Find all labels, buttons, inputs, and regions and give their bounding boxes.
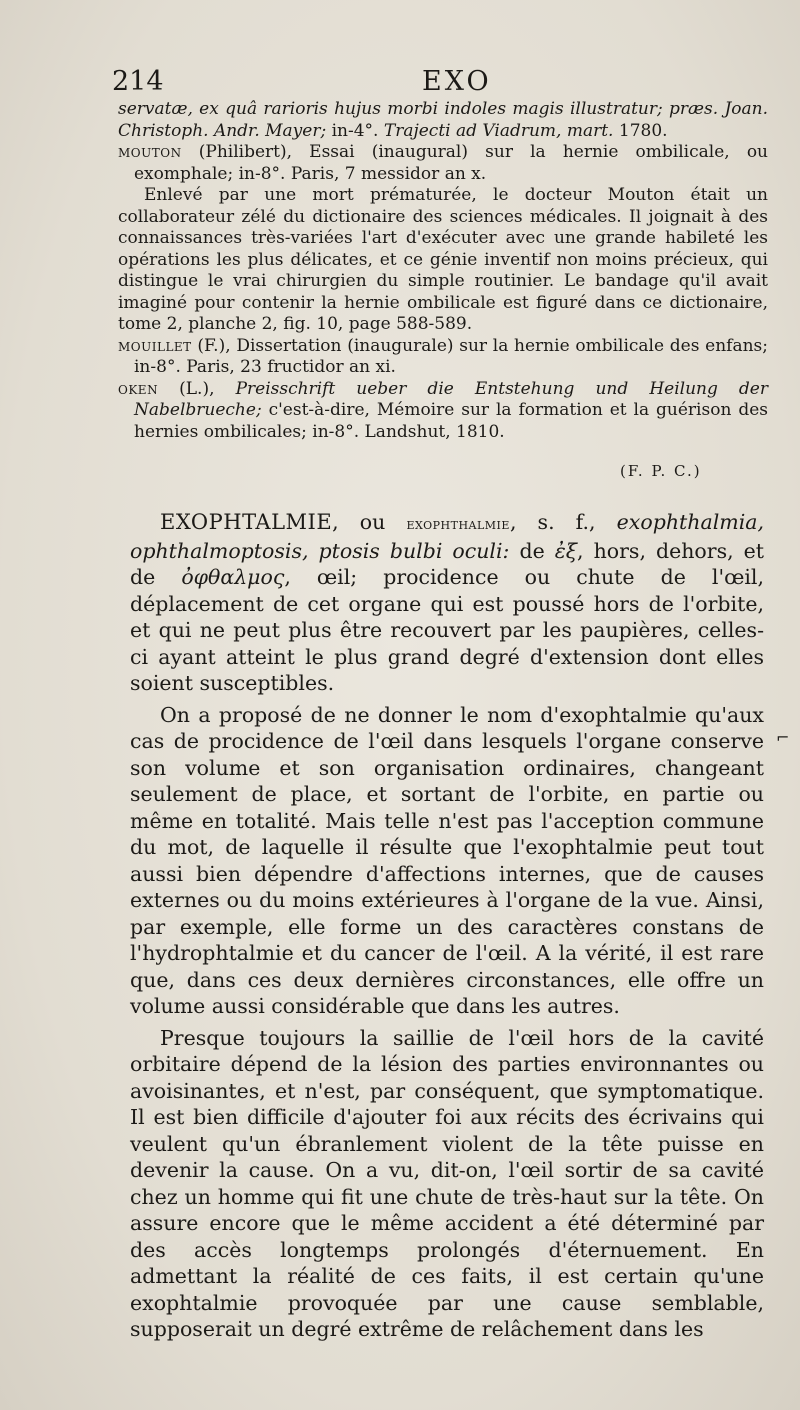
reference-mouton-note: Enlevé par une mort prématurée, le docteur Mouton était un collaborateur zélé du dictionaire des sciences médicales. Il joignait à des connaissances très-variées l'art d'exécuter avec une grande habileté les opérations les plus délicates, et ce génie inventif non moins précieux, qui distingue le vrai chirurgien du simple routinier. Le bandage qu'il avait imaginé pour contenir la hernie ombilicale est figuré dans ce dictionaire, tome 2, planche 2, fig. 10, page 588-589.: [118, 185, 768, 334]
page-number: 214: [112, 66, 164, 97]
reference-oken: oken (L.), Preisschrift ueber die Entstehung und Heilung der Nabelbrueche; c'est-à-dire, Mémoire sur la formation et la guérison des hernies ombilicales; in-8°. Landshut, 1810.: [118, 378, 768, 442]
article-exophtalmie: [130, 509, 764, 1348]
reference-mouillet: mouillet (F.), Dissertation (inaugurale) sur la hernie ombilicale des enfans; in-8°. Paris, 23 fructidor an xi.: [118, 335, 768, 377]
article-paragraph-2: On a proposé de ne donner le nom d'exophtalmie qu'aux cas de procidence de l'œil dans lesquels l'organe conserve son volume et son organisation ordinaires, changeant seulement de place, et sortant de l'orbite, en partie ou même en totalité. Mais telle n'est pas l'acception commune du mot, de laquelle il résulte que l'exophtalmie peut tout aussi bien dépendre d'affections internes, que de causes externes ou du moins extérieures à l'organe de la vue. Ainsi, par exemple, elle forme un des caractères constans de l'hydrophtalmie et du cancer de l'œil. A la vérité, il est rare que, dans ces deux dernières circonstances, elle offre un volume aussi considérable que dans les autres.: [130, 702, 764, 1018]
author-signature: (F. P. C.): [620, 462, 702, 480]
article-paragraph-3: Presque toujours la saillie de l'œil hors de la cavité orbitaire dépend de la lésion des parties environnantes ou avoisinantes, et n'est, par conséquent, que symptomatique. Il est bien difficile d'ajouter foi aux récits des écrivains qui veulent qu'un ébranlement violent de la tête puisse en devenir la cause. On a vu, dit-on, l'œil sortir de sa cavité chez un homme qui fit une chute de très-haut sur la tête. On assure encore que le même accident a été déterminé par des accès longtemps prolongés d'éternuement. En admettant la réalité de ces faits, il est certain qu'une exophtalmie provoquée par une cause semblable, supposerait un degré extrême de relâchement dans les: [130, 1025, 764, 1341]
page-header: [112, 64, 772, 100]
article-definition: EXOPHTALMIE, ou exophthalmie, s. f., exophthalmia, ophthalmoptosis, ptosis bulbi oculi: de ἐξ, hors, dehors, et de ὀφθαλμος, œil; procidence ou chute de l'œil, déplacement de cet organe qui est poussé hors de l'orbite, et qui ne peut plus être recouvert par les paupières, celles-ci ayant atteint le plus grand degré d'extension dont elles soient susceptibles.: [130, 510, 764, 695]
reference-mouton: mouton (Philibert), Essai (inaugural) sur la hernie ombilicale, ou exomphale; in-8°. Paris, 7 messidor an x.: [118, 142, 768, 184]
reference-continuation: servatæ, ex quâ rarioris hujus morbi indoles magis illustratur; præs. Joan. Christoph. Andr. Mayer; in-4°. Trajecti ad Viadrum, mart. 1780.: [118, 99, 768, 141]
margin-mark: ⌐: [776, 728, 790, 747]
running-head: EXO: [422, 66, 492, 97]
headword: EXOPHTALMIE: [160, 510, 333, 534]
bibliography-section: [118, 99, 768, 443]
